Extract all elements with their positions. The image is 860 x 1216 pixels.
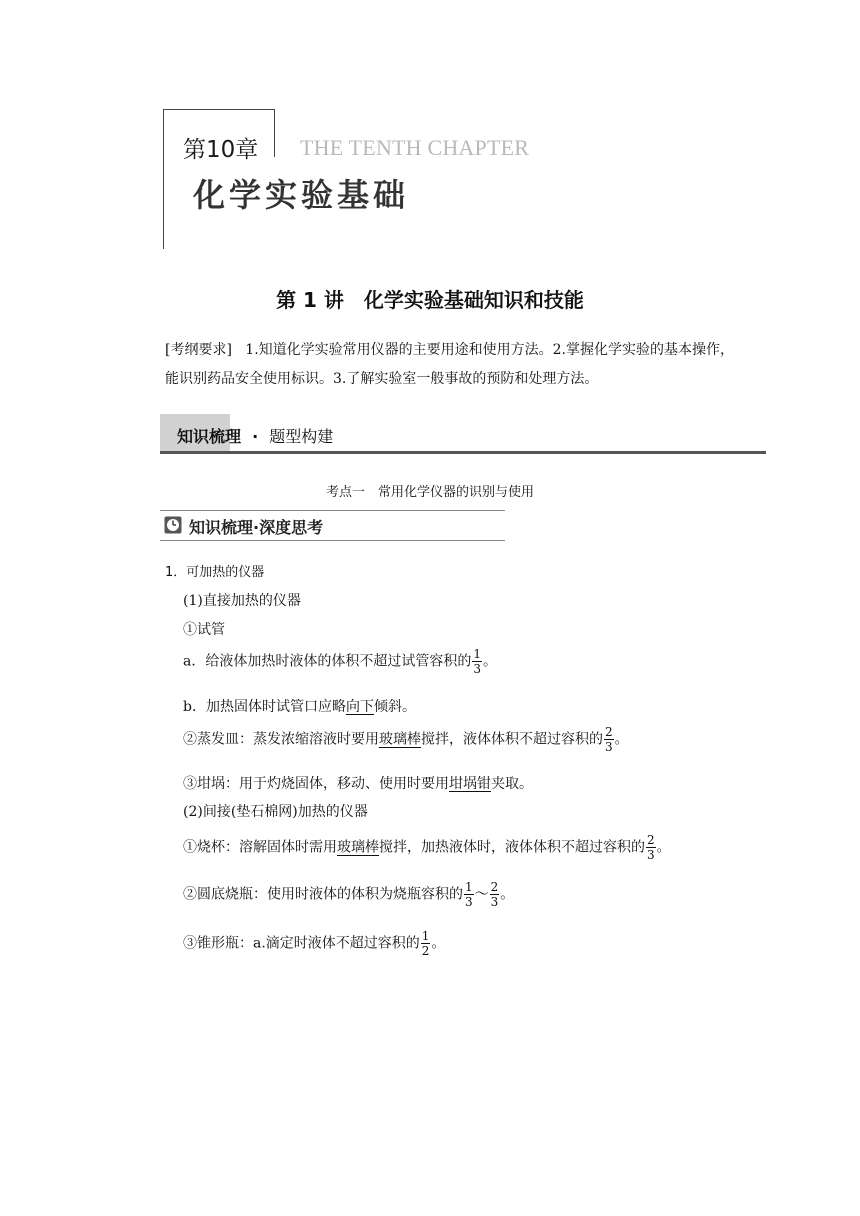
answer-underlined: 玻璃棒 <box>379 731 421 748</box>
text-a-pre: a．给液体加热时液体的体积不超过试管容积的 <box>183 653 472 670</box>
fraction-denominator: 3 <box>605 740 613 754</box>
subheader-top-rule <box>160 510 505 511</box>
range-tilde: ～ <box>474 886 489 903</box>
text-beaker-pre: ①烧杯：溶解固体时需用 <box>183 839 337 856</box>
heading-heatable-instruments: 1．可加热的仪器 <box>165 565 265 580</box>
text-flask-post: 。 <box>500 886 515 903</box>
fraction-denominator: 3 <box>465 895 473 909</box>
text-conical-pre: ③锥形瓶：a.滴定时液体不超过容积的 <box>183 935 420 952</box>
exam-requirements <box>165 336 745 394</box>
fraction <box>604 725 614 754</box>
chapter-divider <box>274 109 275 157</box>
fraction-numerator: 1 <box>421 929 430 943</box>
text-b-post: 倾斜。 <box>373 699 416 715</box>
text-flask-pre: ②圆底烧瓶：使用时液体的体积为烧瓶容积的 <box>183 886 463 903</box>
text-evap-post: 。 <box>614 731 629 748</box>
fraction <box>464 880 474 909</box>
text-evap-mid: 搅拌，液体体积不超过容积的 <box>421 731 603 748</box>
answer-underlined: 坩埚钳 <box>449 776 491 792</box>
fraction-numerator: 2 <box>490 880 499 894</box>
section-dot: · <box>252 427 259 446</box>
section-bar-rule <box>160 451 766 454</box>
fraction-denominator: 3 <box>473 662 481 676</box>
requirements-text: 1.知道化学实验常用仪器的主要用途和使用方法。2.掌握化学实验的基本操作，能识别药品安全使用标识。3.了解实验室一般事故的预防和处理方法。 <box>165 342 735 387</box>
subheading-direct-heating: (1)直接加热的仪器 <box>183 593 301 609</box>
subheader-title: 知识梳理·深度思考 <box>189 518 324 537</box>
requirements-tag: [考纲要求] <box>165 342 232 358</box>
chapter-number: 第10章 <box>183 137 259 163</box>
fraction-numerator: 2 <box>647 833 655 847</box>
fraction-numerator: 1 <box>473 647 481 661</box>
text-line-b <box>183 696 416 716</box>
section-bar <box>177 424 333 447</box>
fraction-numerator: 2 <box>605 725 613 739</box>
text-crucible-post: 夹取。 <box>491 776 533 792</box>
fraction-denominator: 2 <box>421 944 430 958</box>
fraction <box>646 833 656 862</box>
kaodian-heading: 考点一 常用化学仪器的识别与使用 <box>325 485 534 500</box>
text-line-round-flask <box>183 880 514 909</box>
text-line-beaker <box>183 833 671 862</box>
fraction <box>472 647 482 676</box>
answer-underlined: 向下 <box>345 699 374 715</box>
clock-icon <box>164 516 182 534</box>
text-beaker-mid: 搅拌，加热液体时，液体体积不超过容积的 <box>379 839 645 856</box>
text-line-a <box>183 647 497 676</box>
text-conical-post: 。 <box>431 935 446 952</box>
fraction-numerator: 1 <box>465 880 473 894</box>
text-evap-pre: ②蒸发皿：蒸发浓缩溶液时要用 <box>183 731 379 748</box>
text-b-pre: b．加热固体时试管口应略 <box>183 699 346 715</box>
subheader-bottom-rule <box>160 540 505 541</box>
text-line-evaporating-dish <box>183 725 629 754</box>
text-beaker-post: 。 <box>656 839 671 856</box>
section-sub-label: 题型构建 <box>269 427 334 446</box>
text-a-post: 。 <box>483 653 497 670</box>
chapter-english-title: THE TENTH CHAPTER <box>300 135 530 160</box>
item-test-tube: ①试管 <box>183 622 225 638</box>
answer-underlined: 玻璃棒 <box>337 839 379 856</box>
fraction <box>421 929 431 958</box>
chapter-title: 化学实验基础 <box>193 176 410 214</box>
text-line-conical-flask <box>183 929 445 958</box>
fraction <box>490 880 500 909</box>
lecture-title: 第 1 讲 化学实验基础知识和技能 <box>276 288 584 312</box>
section-main-label: 知识梳理 <box>177 427 242 446</box>
fraction-denominator: 3 <box>647 848 655 862</box>
fraction-denominator: 3 <box>490 895 499 909</box>
subheading-indirect-heating: (2)间接(垫石棉网)加热的仪器 <box>183 804 368 820</box>
text-crucible-pre: ③坩埚：用于灼烧固体，移动、使用时要用 <box>183 776 449 792</box>
text-line-crucible <box>183 773 533 793</box>
